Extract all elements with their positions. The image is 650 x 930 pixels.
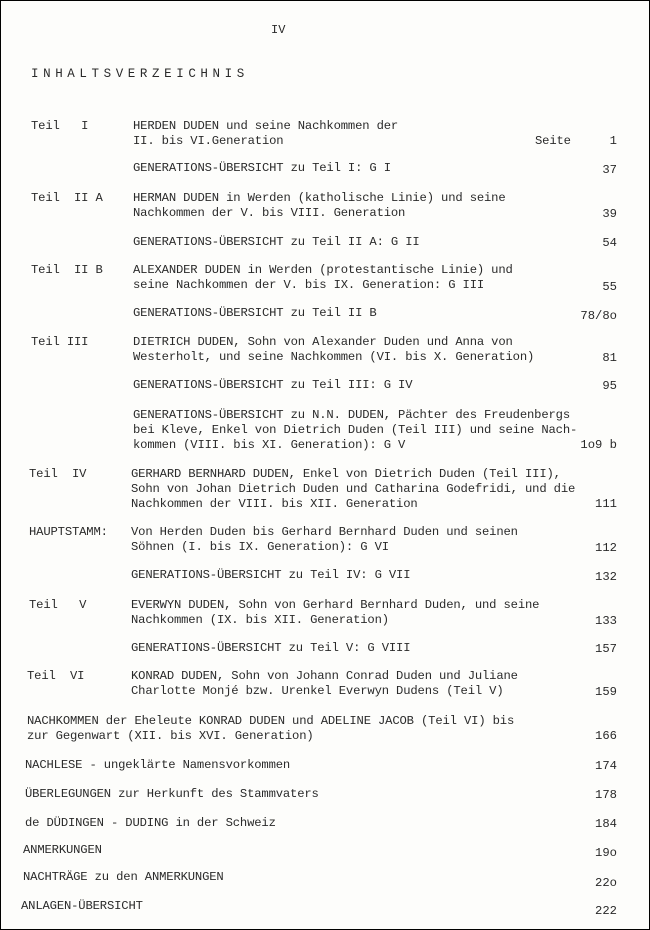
toc-entry-line: kommen (VIII. bis XI. Generation): G V	[133, 438, 406, 452]
seite-label: Seite	[535, 134, 571, 148]
toc-entry-part: Teil III	[31, 335, 89, 349]
toc-entry-line: HERDEN DUDEN und seine Nachkommen der	[133, 119, 399, 133]
toc-heading: INHALTSVERZEICHNIS	[31, 67, 249, 81]
toc-entry-line: GENERATIONS-ÜBERSICHT zu Teil V: G VIII	[131, 641, 411, 655]
toc-entry-part: Teil II B	[31, 263, 103, 277]
toc-entry-line: Charlotte Monjé bzw. Urenkel Everwyn Dudens (Teil V)	[131, 684, 504, 698]
toc-entry-line: Nachkommen der VIII. bis XII. Generation	[131, 497, 418, 511]
toc-entry-page: 22o	[595, 876, 617, 890]
toc-entry-line: Westerholt, und seine Nachkommen (VI. bis X. Generation)	[133, 350, 535, 364]
toc-entry-page: 55	[602, 280, 617, 294]
toc-entry-line: DIETRICH DUDEN, Sohn von Alexander Duden und Anna von	[133, 335, 513, 349]
toc-entry-line: ÜBERLEGUNGEN zur Herkunft des Stammvaters	[25, 787, 319, 801]
toc-entry-page: 37	[602, 163, 617, 177]
toc-entry-part: Teil VI	[27, 669, 85, 683]
toc-entry-line: GENERATIONS-ÜBERSICHT zu Teil III: G IV	[133, 378, 413, 392]
toc-entry-line: GENERATIONS-ÜBERSICHT zu Teil I: G I	[133, 161, 391, 175]
toc-entry-line: GERHARD BERNHARD DUDEN, Enkel von Dietrich Duden (Teil III),	[131, 467, 561, 481]
toc-entry-line: EVERWYN DUDEN, Sohn von Gerhard Bernhard Duden, und seine	[131, 598, 540, 612]
toc-entry-page: 54	[602, 236, 617, 250]
toc-entry-line: de DÜDINGEN - DUDING in der Schweiz	[25, 816, 276, 830]
toc-entry-page: 112	[595, 541, 617, 555]
toc-entry-line: zur Gegenwart (XII. bis XVI. Generation)	[27, 729, 314, 743]
toc-entry-part: Teil II A	[31, 191, 103, 205]
toc-entry-page: 95	[602, 379, 617, 393]
toc-entry-line: NACHKOMMEN der Eheleute KONRAD DUDEN und ADELINE JACOB (Teil VI) bis	[27, 714, 515, 728]
toc-entry-line: ANLAGEN-ÜBERSICHT	[21, 899, 143, 913]
toc-entry-page: 178	[595, 788, 617, 802]
toc-entry-line: seine Nachkommen der V. bis IX. Generation: G III	[133, 278, 485, 292]
toc-entry-page: 133	[595, 614, 617, 628]
toc-entry-page: 222	[595, 904, 617, 918]
toc-entry-page: 1	[609, 134, 617, 148]
toc-entry-page: 166	[595, 729, 617, 743]
toc-entry-page: 159	[595, 685, 617, 699]
toc-entry-part: Teil V	[29, 598, 87, 612]
toc-entry-line: Söhnen (I. bis IX. Generation): G VI	[131, 540, 389, 554]
toc-entry-part: HAUPTSTAMM:	[29, 525, 108, 539]
toc-entry-line: GENERATIONS-ÜBERSICHT zu Teil II A: G II	[133, 235, 420, 249]
toc-entry-page: 132	[595, 570, 617, 584]
toc-entry-part: Teil IV	[29, 467, 87, 481]
toc-entry-line: Nachkommen der V. bis VIII. Generation	[133, 206, 406, 220]
toc-entry-page: 174	[595, 759, 617, 773]
toc-entry-page: 1o9 b	[580, 438, 617, 452]
page-number: IV	[271, 23, 286, 37]
toc-entry-line: Sohn von Johan Dietrich Duden und Catharina Godefridi, und die	[131, 482, 576, 496]
toc-entry-page: 19o	[595, 846, 617, 860]
toc-entry-line: HERMAN DUDEN in Werden (katholische Linie) und seine	[133, 191, 506, 205]
toc-entry-page: 184	[595, 817, 617, 831]
toc-entry-line: Nachkommen (IX. bis XII. Generation)	[131, 613, 389, 627]
toc-entry-line: bei Kleve, Enkel von Dietrich Duden (Teil III) und seine Nach-	[133, 423, 578, 437]
toc-entry-line: GENERATIONS-ÜBERSICHT zu Teil IV: G VII	[131, 568, 411, 582]
toc-entry-line: Von Herden Duden bis Gerhard Bernhard Duden und seinen	[131, 525, 518, 539]
toc-entry-line: ALEXANDER DUDEN in Werden (protestantische Linie) und	[133, 263, 513, 277]
toc-entry-line: NACHLESE - ungeklärte Namensvorkommen	[25, 758, 291, 772]
toc-entry-line: GENERATIONS-ÜBERSICHT zu Teil II B	[133, 306, 377, 320]
toc-entry-page: 39	[602, 207, 617, 221]
toc-entry-page: 157	[595, 642, 617, 656]
toc-entry-line: ANMERKUNGEN	[23, 843, 102, 857]
toc-entry-line: II. bis VI.Generation	[133, 134, 284, 148]
toc-entry-page: 81	[602, 351, 617, 365]
toc-entry-line: NACHTRÄGE zu den ANMERKUNGEN	[23, 870, 224, 884]
toc-entry-page: 78/8o	[580, 309, 617, 323]
toc-entry-part: Teil I	[31, 119, 89, 133]
toc-entry-page: 111	[595, 497, 617, 511]
toc-entry-line: KONRAD DUDEN, Sohn von Johann Conrad Duden und Juliane	[131, 669, 518, 683]
toc-entry-line: GENERATIONS-ÜBERSICHT zu N.N. DUDEN, Pächter des Freudenbergs	[133, 408, 570, 422]
